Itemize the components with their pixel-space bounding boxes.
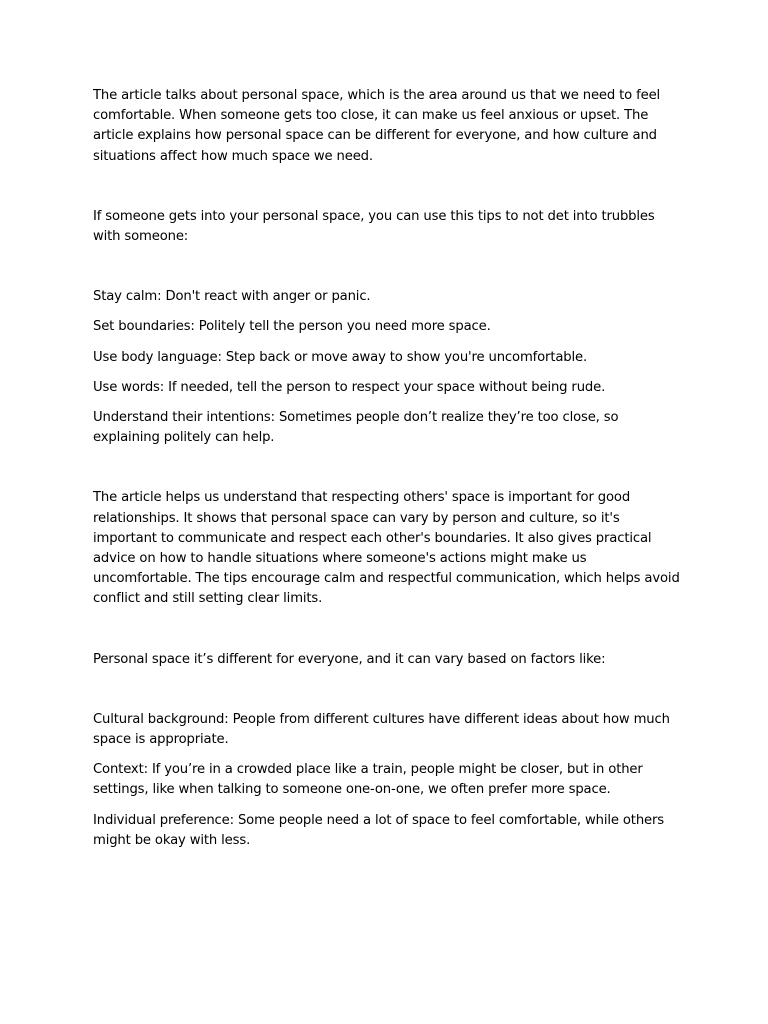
intro-paragraph: The article talks about personal space, which is the area around us that we need to feel comfortable. When someone gets too close, it can make us feel anxious or upset. The article explains how personal space can be different for everyone, and how culture and situations affect how much space we need. — [93, 88, 661, 164]
document-page — [93, 86, 683, 851]
factor-individual-preference: Individual preference: Some people need a lot of space to feel comfortable, while others might be okay with less. — [93, 812, 664, 848]
tip-body-language: Use body language: Step back or move away to show you're uncomfortable. — [93, 349, 588, 365]
factor-cultural-background: Cultural background: People from different cultures have different ideas about how much space is appropriate. — [93, 711, 670, 748]
factor-context: Context: If you’re in a crowded place like a train, people might be closer, but in other settings, like when talking to someone one-on-one, we often prefer more space. — [93, 762, 643, 798]
tip-set-boundaries: Set boundaries: Politely tell the person you need more space. — [93, 319, 491, 335]
tip-understand-intentions: Understand their intentions: Sometimes people don’t realize they’re too close, so explaining politely can help. — [93, 410, 619, 446]
tip-stay-calm: Stay calm: Don't react with anger or panic. — [93, 289, 371, 305]
summary-paragraph: The article helps us understand that respecting others' space is important for good relationships. It shows that personal space can vary by person and culture, so it's important to communicate and respect each other's boundaries. It also gives practical advice on how to handle situations where someone's actions might make us uncomfortable. The tips encourage calm and respectful communication, which helps avoid conflict and still setting clear limits. — [93, 490, 680, 607]
tips-intro-paragraph: If someone gets into your personal space, you can use this tips to not det into trubbles with someone: — [93, 208, 655, 245]
tip-use-words: Use words: If needed, tell the person to respect your space without being rude. — [93, 379, 606, 395]
factors-intro-paragraph: Personal space it’s different for everyone, and it can vary based on factors like: — [93, 651, 606, 667]
